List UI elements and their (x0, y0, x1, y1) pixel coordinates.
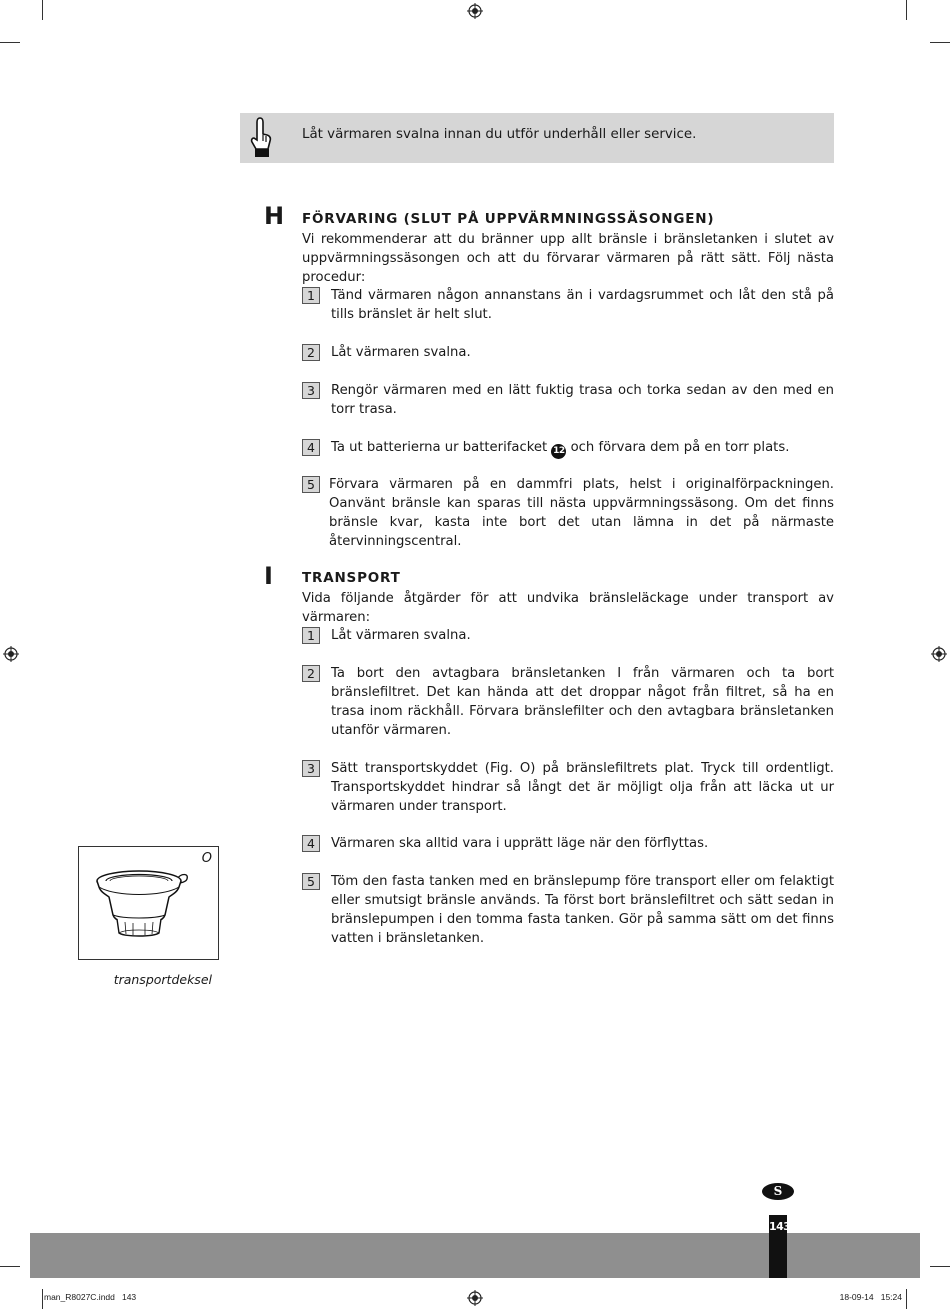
step-text: Låt värmaren svalna. (331, 345, 471, 360)
slug-date: 18-09-14 15:24 (839, 1292, 902, 1302)
step-number: 5 (302, 476, 320, 493)
pointing-hand-icon (246, 116, 274, 160)
registration-mark-icon (3, 646, 19, 662)
step-number: 2 (302, 665, 320, 682)
crop-mark (42, 0, 43, 20)
registration-mark-icon (931, 646, 947, 662)
step-text: Tänd värmaren någon annanstans än i vardagsrummet och låt den stå på tills bränslet är helt slut. (331, 288, 834, 322)
registration-mark-icon (467, 3, 483, 19)
section-letter: H (264, 202, 285, 230)
step-number: 1 (302, 287, 320, 304)
step-text: Sätt transportskyddet (Fig. O) på bränslefiltrets plat. Tryck till ordentligt. Transportskyddet hindrar så långt det är möjligt olja från att läcka ut ur värmaren under transport. (331, 761, 834, 814)
step-number: 4 (302, 439, 320, 456)
crop-mark (42, 1289, 43, 1309)
page-number: 143 (769, 1220, 791, 1233)
warning-note-text: Låt värmaren svalna innan du utför underhåll eller service. (302, 127, 697, 142)
section-title: TRANSPORT (302, 570, 401, 586)
figure-label: O (201, 851, 212, 866)
step-text: Förvara värmaren på en dammfri plats, helst i originalförpackningen. Oanvänt bränsle kan sparas till nästa uppvärmningssäsong. Om det finns bränsle kvar, kasta inte bort det utan lämna in det på närmaste återvinningscentral. (329, 477, 834, 549)
step-text: Låt värmaren svalna. (331, 628, 471, 643)
section-intro: Vida följande åtgärder för att undvika bränsleläckage under transport av värmaren: (302, 591, 834, 625)
language-badge: S (762, 1183, 794, 1200)
warning-note (240, 113, 834, 163)
transport-cover-illustration (95, 867, 191, 941)
step-text: Töm den fasta tanken med en bränslepump före transport eller om felaktigt eller smutsigt bränsle används. Ta först bort bränslefiltret och sätt sedan in bränslepumpen i den tomma fasta tanken. Gör på samma sätt om det finns vatten i bränsletanken. (331, 874, 834, 946)
section-intro: Vi rekommenderar att du bränner upp allt bränsle i bränsletanken i slutet av uppvärmningssäsongen och att du förvarar värmaren på rätt sätt. Följ nästa procedur: (302, 232, 834, 285)
crop-mark (0, 1266, 20, 1267)
step-text: Rengör värmaren med en lätt fuktig trasa och torka sedan av den med en torr trasa. (331, 383, 834, 417)
figure-caption: transportdeksel (113, 972, 212, 987)
figure-box (78, 846, 219, 960)
step-number: 4 (302, 835, 320, 852)
step-number: 3 (302, 382, 320, 399)
slug-filename: man_R8027C.indd 143 (44, 1292, 137, 1302)
step-text (331, 438, 834, 459)
crop-mark (0, 42, 20, 43)
section-letter: I (264, 562, 273, 590)
reference-badge: 12 (551, 444, 566, 459)
crop-mark (906, 1289, 907, 1309)
step-text: Värmaren ska alltid vara i upprätt läge när den förflyttas. (331, 836, 709, 851)
section-title: FÖRVARING (SLUT PÅ UPPVÄRMNINGSSÄSONGEN) (302, 211, 715, 227)
step-number: 1 (302, 627, 320, 644)
step-text: Ta bort den avtagbara bränsletanken I från värmaren och ta bort bränslefiltret. Det kan hända att det droppar något från filtret, så ha en trasa inom räckhåll. Förvara bränslefilter och den avtagbara bränsletanken utanför värmaren. (331, 666, 834, 738)
crop-mark (906, 0, 907, 20)
crop-mark (930, 1266, 950, 1267)
step-text-before: Ta ut batterierna ur batterifacket (331, 440, 548, 455)
step-number: 5 (302, 873, 320, 890)
registration-mark-icon (467, 1290, 483, 1306)
step-number: 2 (302, 344, 320, 361)
step-number: 3 (302, 760, 320, 777)
crop-mark (930, 42, 950, 43)
step-text-after: och förvara dem på en torr plats. (570, 440, 790, 455)
